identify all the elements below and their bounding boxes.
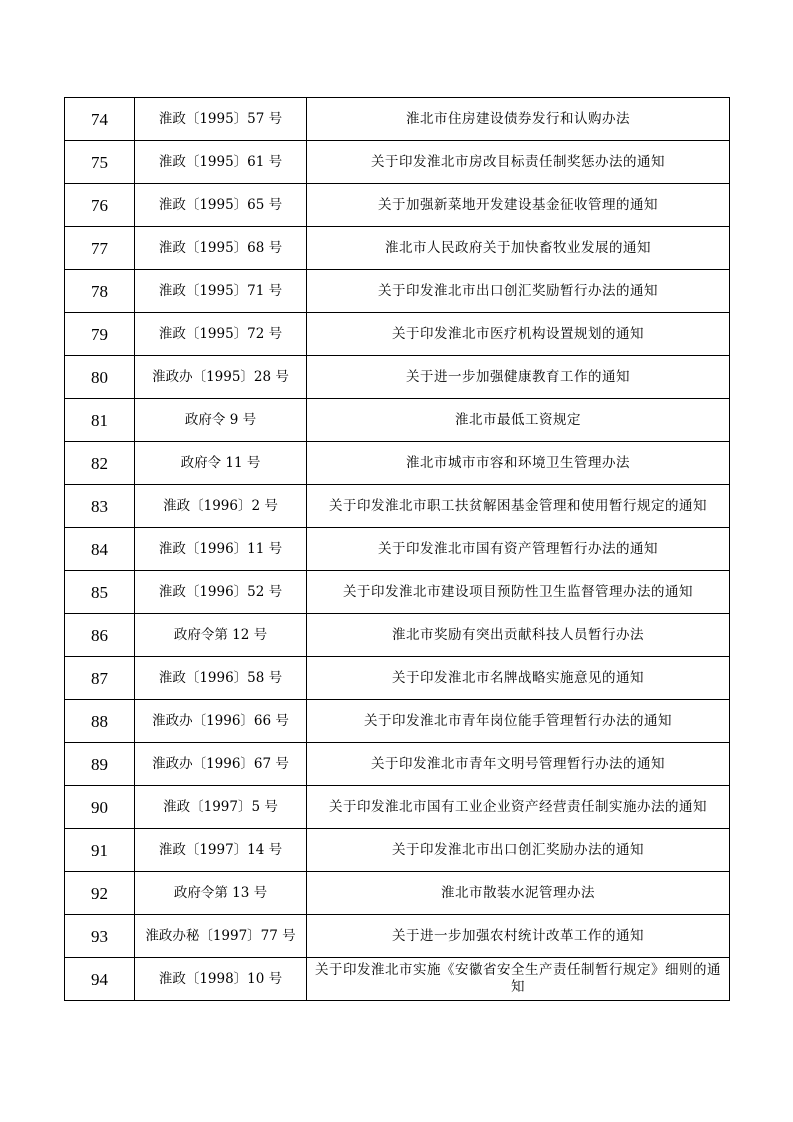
table-row (65, 141, 730, 184)
row-number: 85 (65, 571, 135, 614)
row-number: 83 (65, 485, 135, 528)
document-title: 淮北市城市市容和环境卫生管理办法 (307, 442, 730, 485)
document-code: 政府令第 13 号 (135, 872, 307, 915)
table-row (65, 184, 730, 227)
row-number: 92 (65, 872, 135, 915)
document-title: 淮北市散装水泥管理办法 (307, 872, 730, 915)
document-title: 关于印发淮北市国有资产管理暂行办法的通知 (307, 528, 730, 571)
row-number: 74 (65, 98, 135, 141)
document-code: 淮政〔1996〕52 号 (135, 571, 307, 614)
document-title: 关于印发淮北市医疗机构设置规划的通知 (307, 313, 730, 356)
row-number: 93 (65, 915, 135, 958)
document-title: 淮北市人民政府关于加快畜牧业发展的通知 (307, 227, 730, 270)
document-title: 关于进一步加强健康教育工作的通知 (307, 356, 730, 399)
document-code: 淮政办〔1995〕28 号 (135, 356, 307, 399)
table-row (65, 485, 730, 528)
document-title: 关于印发淮北市国有工业企业资产经营责任制实施办法的通知 (307, 786, 730, 829)
table-row (65, 872, 730, 915)
table-row (65, 829, 730, 872)
row-number: 84 (65, 528, 135, 571)
row-number: 82 (65, 442, 135, 485)
document-code: 淮政〔1998〕10 号 (135, 958, 307, 1001)
document-code: 政府令 11 号 (135, 442, 307, 485)
table-row (65, 915, 730, 958)
table-row (65, 227, 730, 270)
document-title: 关于印发淮北市青年文明号管理暂行办法的通知 (307, 743, 730, 786)
document-code: 淮政〔1996〕11 号 (135, 528, 307, 571)
table-row (65, 98, 730, 141)
document-code: 淮政〔1995〕57 号 (135, 98, 307, 141)
row-number: 76 (65, 184, 135, 227)
document-code: 淮政办〔1996〕67 号 (135, 743, 307, 786)
document-title: 淮北市奖励有突出贡献科技人员暂行办法 (307, 614, 730, 657)
document-title: 关于印发淮北市建设项目预防性卫生监督管理办法的通知 (307, 571, 730, 614)
row-number: 75 (65, 141, 135, 184)
table-row (65, 786, 730, 829)
table-row (65, 614, 730, 657)
document-title: 关于印发淮北市出口创汇奖励办法的通知 (307, 829, 730, 872)
row-number: 79 (65, 313, 135, 356)
table-row (65, 442, 730, 485)
document-code: 淮政〔1995〕65 号 (135, 184, 307, 227)
row-number: 87 (65, 657, 135, 700)
row-number: 80 (65, 356, 135, 399)
document-code: 淮政〔1995〕61 号 (135, 141, 307, 184)
document-code: 淮政〔1997〕14 号 (135, 829, 307, 872)
table-row (65, 528, 730, 571)
document-title: 关于印发淮北市青年岗位能手管理暂行办法的通知 (307, 700, 730, 743)
document-title: 关于进一步加强农村统计改革工作的通知 (307, 915, 730, 958)
document-title: 关于印发淮北市名牌战略实施意见的通知 (307, 657, 730, 700)
document-code: 淮政〔1995〕68 号 (135, 227, 307, 270)
table-body (65, 98, 730, 1001)
row-number: 86 (65, 614, 135, 657)
row-number: 94 (65, 958, 135, 1001)
row-number: 81 (65, 399, 135, 442)
document-code: 淮政〔1996〕58 号 (135, 657, 307, 700)
document-title: 关于印发淮北市房改目标责任制奖惩办法的通知 (307, 141, 730, 184)
document-code: 淮政〔1996〕2 号 (135, 485, 307, 528)
document-title: 关于加强新菜地开发建设基金征收管理的通知 (307, 184, 730, 227)
document-code: 政府令第 12 号 (135, 614, 307, 657)
table-row (65, 270, 730, 313)
table-row (65, 356, 730, 399)
row-number: 78 (65, 270, 135, 313)
table-row (65, 399, 730, 442)
table-row (65, 313, 730, 356)
document-title: 关于印发淮北市职工扶贫解困基金管理和使用暂行规定的通知 (307, 485, 730, 528)
document-code: 淮政〔1995〕71 号 (135, 270, 307, 313)
table-row (65, 700, 730, 743)
table-row (65, 958, 730, 1001)
row-number: 91 (65, 829, 135, 872)
document-title: 关于印发淮北市出口创汇奖励暂行办法的通知 (307, 270, 730, 313)
document-title: 淮北市住房建设债券发行和认购办法 (307, 98, 730, 141)
row-number: 89 (65, 743, 135, 786)
table-row (65, 571, 730, 614)
row-number: 88 (65, 700, 135, 743)
document-code: 政府令 9 号 (135, 399, 307, 442)
document-title: 关于印发淮北市实施《安徽省安全生产责任制暂行规定》细则的通知 (307, 958, 730, 1001)
table-row (65, 657, 730, 700)
document-code: 淮政办〔1996〕66 号 (135, 700, 307, 743)
row-number: 77 (65, 227, 135, 270)
document-title: 淮北市最低工资规定 (307, 399, 730, 442)
document-code: 淮政办秘〔1997〕77 号 (135, 915, 307, 958)
row-number: 90 (65, 786, 135, 829)
document-code: 淮政〔1995〕72 号 (135, 313, 307, 356)
table-row (65, 743, 730, 786)
document-code: 淮政〔1997〕5 号 (135, 786, 307, 829)
document-table (64, 97, 730, 1001)
